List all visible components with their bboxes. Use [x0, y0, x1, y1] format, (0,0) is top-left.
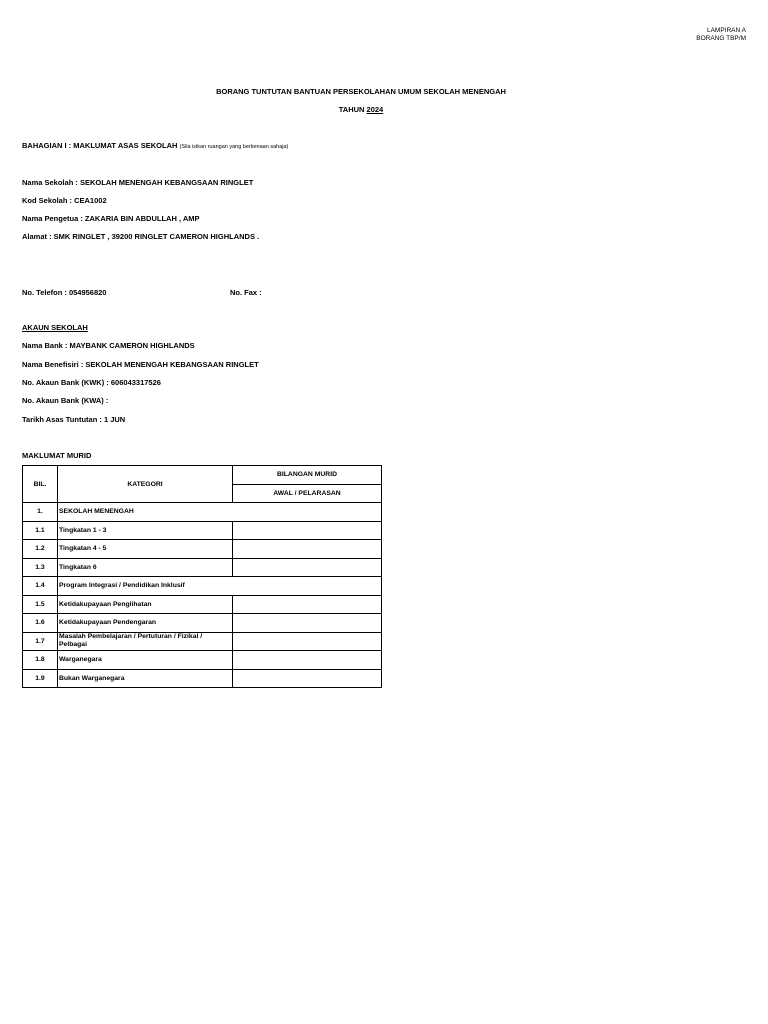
row-count-cell[interactable] — [233, 651, 382, 670]
table-row — [23, 577, 382, 596]
section-note: (Sila isikan ruangan yang berkenaan sahaja) — [179, 144, 289, 150]
account-heading: AKAUN SEKOLAH — [22, 323, 88, 332]
table-header-row — [23, 466, 382, 485]
row-bil: 1.6 — [23, 614, 58, 633]
row-count-cell[interactable] — [233, 595, 382, 614]
row-bil: 1.4 — [23, 577, 58, 596]
row-label: Warganegara — [58, 651, 233, 670]
section-label: SEKOLAH MENENGAH — [58, 503, 382, 522]
attachment-label: LAMPIRAN A — [706, 27, 746, 34]
row-count-cell[interactable] — [233, 614, 382, 633]
school-address: Alamat : SMK RINGLET , 39200 RINGLET CAMERON HIGHLANDS . — [22, 232, 260, 241]
row-bil: 1.1 — [23, 521, 58, 540]
students-table — [22, 465, 382, 688]
table-row — [23, 651, 382, 670]
claim-date: Tarikh Asas Tuntutan : 1 JUN — [22, 415, 126, 424]
year-value: 2024 — [366, 105, 384, 114]
form-year — [0, 105, 722, 114]
row-bil: 1.2 — [23, 540, 58, 559]
row-bil: 1.8 — [23, 651, 58, 670]
section-heading — [22, 141, 288, 150]
form-title: BORANG TUNTUTAN BANTUAN PERSEKOLAHAN UMUM SEKOLAH MENENGAH — [216, 87, 506, 96]
school-code: Kod Sekolah : CEA1002 — [22, 196, 107, 205]
account-kwa: No. Akaun Bank (KWA) : — [22, 396, 109, 405]
document-reference — [696, 27, 746, 43]
row-label: Tingkatan 6 — [58, 558, 233, 577]
row-label: Tingkatan 1 - 3 — [58, 521, 233, 540]
header-awal-pelarasan: AWAL / PELARASAN — [233, 484, 382, 503]
fax-number: No. Fax : — [230, 288, 262, 297]
header-bilangan: BILANGAN MURID — [233, 466, 382, 485]
table-row — [23, 632, 382, 651]
row-label: Masalah Pembelajaran / Pertuturan / Fizikal / Pelbagai — [58, 632, 233, 651]
row-label: Program Integrasi / Pendidikan Inklusif — [58, 577, 382, 596]
header-bil: BIL. — [23, 466, 58, 503]
row-bil: 1.9 — [23, 669, 58, 688]
header-kategori: KATEGORI — [58, 466, 233, 503]
row-label: Tingkatan 4 - 5 — [58, 540, 233, 559]
form-code: BORANG TBP/M — [696, 35, 746, 42]
row-bil: 1.7 — [23, 632, 58, 651]
row-bil: 1.3 — [23, 558, 58, 577]
row-count-cell[interactable] — [233, 558, 382, 577]
table-row — [23, 669, 382, 688]
table-section-row — [23, 503, 382, 522]
account-kwk: No. Akaun Bank (KWK) : 606043317526 — [22, 378, 161, 387]
section-title: BAHAGIAN I : MAKLUMAT ASAS SEKOLAH — [22, 141, 178, 150]
principal-name: Nama Pengetua : ZAKARIA BIN ABDULLAH , AMP — [22, 214, 200, 223]
year-label: TAHUN — [338, 105, 367, 114]
table-row — [23, 558, 382, 577]
row-label: Ketidakupayaan Pendengaran — [58, 614, 233, 633]
students-heading: MAKLUMAT MURID — [22, 451, 92, 460]
section-bil: 1. — [23, 503, 58, 522]
row-count-cell[interactable] — [233, 521, 382, 540]
row-count-cell[interactable] — [233, 540, 382, 559]
row-label: Ketidakupayaan Penglihatan — [58, 595, 233, 614]
table-row — [23, 595, 382, 614]
table-row — [23, 614, 382, 633]
phone-number: No. Telefon : 054956820 — [22, 288, 107, 297]
row-label: Bukan Warganegara — [58, 669, 233, 688]
row-bil: 1.5 — [23, 595, 58, 614]
row-count-cell[interactable] — [233, 669, 382, 688]
table-row — [23, 521, 382, 540]
beneficiary-name: Nama Benefisiri : SEKOLAH MENENGAH KEBANGSAAN RINGLET — [22, 360, 259, 369]
table-row — [23, 540, 382, 559]
row-count-cell[interactable] — [233, 632, 382, 651]
school-name: Nama Sekolah : SEKOLAH MENENGAH KEBANGSAAN RINGLET — [22, 178, 254, 187]
bank-name: Nama Bank : MAYBANK CAMERON HIGHLANDS — [22, 341, 195, 350]
